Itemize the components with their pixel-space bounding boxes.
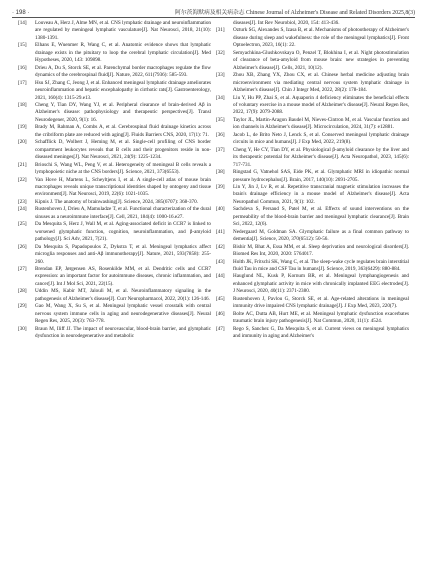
reference-entry — [18, 65, 211, 80]
reference-number: [21] — [18, 161, 27, 168]
reference-text: Brady M, Rahman A, Combs A, et al. Cerebrospinal fluid drainage kinetics across the cribriform plate are reduced with aging[J]. Fluids Barriers CNS, 2020, 17(1): 71. — [35, 124, 211, 138]
reference-text: Taylor JL, Martin-Aragon Baudel M, Nieves-Cintron M, et al. Vascular function and ion channels in Alzheimer's disease[J]. Microcirculation, 2024, 31(7): e12881. — [233, 116, 409, 131]
reference-number: [44] — [216, 273, 225, 280]
reference-number: [25] — [18, 221, 27, 228]
reference-entry — [18, 206, 211, 221]
reference-number: [28] — [18, 288, 27, 295]
reference-entry — [18, 102, 211, 124]
reference-number: [17] — [18, 79, 27, 86]
reference-number: [34] — [216, 94, 225, 101]
reference-entry — [18, 303, 211, 325]
reference-number: [23] — [18, 198, 27, 205]
reference-text: Sachdeva S, Persaud S, Patel M, et al. Effects of sound interventions on the permeability of the blood-brain barrier and meningeal lymphatic clearance[J]. Brain Sci, 2022, 12(6). — [233, 206, 409, 228]
reference-entry — [18, 221, 211, 243]
reference-entry — [18, 20, 211, 42]
reference-text: Brioschi S, Wang WL, Peng V, et al. Heterogeneity of meningeal B cells reveals a lymphopoietic niche at the CNS borders[J]. Science, 2021, 373(6553). — [35, 161, 211, 176]
reference-entry — [216, 50, 409, 72]
reference-number: [18] — [18, 101, 27, 108]
reference-text: Ozturk SG, Alexandes S, Izasa B, et al. Mechanisms of photootherapy of Alzheimer's disease during sleep and wakefulness: the role of the meningeal lymphatics[J]. Front Optoelectron, 2023, 16(1): 22. — [233, 27, 409, 49]
reference-entry — [18, 244, 211, 266]
reference-text: Nedergaard M, Goldman SA. Glymphatic failure as a final common pathway to dementia[J]. Science, 2020, 370(6512): 50-56. — [233, 228, 409, 243]
reference-text: Cheng Y, He CY, Tian DY, et al. Physiological β-amyloid clearance by the liver and its therapeutic potential for Alzheimer's disease[J]. Acta Neuropathol, 2023, 145(6): 717-731. — [233, 146, 409, 168]
reference-entry — [216, 311, 409, 326]
reference-number: [27] — [18, 265, 27, 272]
reference-text: Rego S, Sanchez G, Da Mesquita S, et al. Current views on meningeal lymphatics and immunity in aging and Alzheimer's — [233, 325, 409, 340]
reference-text: Da Mesquita S, Herz J, Wall M, et al. Aging-associated deficit in CCR7 is linked to worsened glymphatic function, cognition, neuroinflammation, and β-amyloid pathology[J]. Sci Adv, 2021, 7(21). — [35, 221, 211, 243]
reference-text: Bolte AC, Dutta AB, Hurt ME, et al. Meningeal lymphatic dysfunction exacerbates traumatic brain injury pathogenesis[J]. Nat Commun, 2020, 11(1): 4524. — [233, 310, 409, 325]
reference-text: Lin Y, Jin J, Lv R, et al. Repetitive transcranial magnetic stimulation increases the brain's drainage efficiency in a mouse model of Alzheimer's disease[J]. Acta Neuropathol Commun, 2021, 9(1): 102. — [233, 183, 409, 205]
reference-number: [47] — [216, 325, 225, 332]
reference-text: Kipnis J. The anatomy of brainwashing[J]. Science, 2024, 385(6707): 368-370. — [35, 198, 198, 205]
reference-entry — [18, 288, 211, 303]
reference-entry — [216, 244, 409, 259]
reference-entry — [18, 139, 211, 161]
references-right-column — [216, 20, 409, 572]
reference-text: Bishir M, Bhat A, Essa MM, et al. Sleep deprivation and neurological disorders[J]. Biomed Res Int, 2020, 2020: 5764017. — [233, 243, 409, 258]
reference-entry — [18, 266, 211, 288]
reference-entry — [18, 124, 211, 139]
reference-entry — [216, 229, 409, 244]
reference-entry — [216, 273, 409, 295]
reference-entry — [216, 206, 409, 228]
page-number: · 198 · — [12, 10, 30, 16]
reference-entry — [216, 147, 409, 169]
reference-entry — [18, 326, 211, 341]
reference-text: Liu Y, Hu PP, Zhai S, et al. Aquaporin 4 deficiency eliminates the beneficial effects of voluntary exercise in a mouse model of Alzheimer's disease[J]. Neural Regen Res, 2022, 17(9): 2079-2088. — [233, 94, 409, 116]
reference-text: Gao M, Wang X, Su S, et al. Meningeal lymphatic vessel crosstalk with central nervous system immune cells in aging and neurodegenerative diseases[J]. Neural Regen Res, 2025, 20(3): 763-778. — [35, 303, 211, 325]
reference-text: Ringstad G, Vatnehol SAS, Eide PK, et al. Glymphatic MRI in idiopathic normal pressure hydrocephalus[J]. Brain, 2017, 140(10): 2691-2705. — [233, 169, 409, 183]
reference-number: [36] — [216, 131, 225, 138]
reference-text: Cheng Y, Tian DY, Wang YJ, et al. Peripheral clearance of brain-derived Aβ in Alzheimer's disease: pathophysiology and therapeutic perspectives[J]. Transl Neurodegener, 2020, 9(1): 16. — [35, 101, 211, 123]
reference-entry — [18, 42, 211, 64]
reference-text: Rustenhoven J, Drieu A, Mamuladze T, et al. Functional characterization of the dural sinuses as a neuroimmune interface[J]. Cell, 2021, 184(4): 1000-16.e27. — [35, 206, 211, 220]
reference-text: Brendan EP, Jørgensen AS, Rosenkilde MM, et al. Dendritic cells and CCR7 expression: an important factor for autoimmune diseases, chronic inflammation, and cancer[J]. Int J Mol Sci, 2021, 22(15). — [35, 265, 211, 287]
reference-number: [41] — [216, 228, 225, 235]
reference-number: [14] — [18, 20, 27, 26]
reference-text: Louveau A, Herz J, Alme MN, et al. CNS lymphatic drainage and neuroinflammation are regulated by meningeal lymphatic vasculature[J]. Nat Neurosci, 2018, 21(10): 1380-1391. — [35, 20, 211, 41]
reference-number: [24] — [18, 206, 27, 213]
reference-entry — [216, 95, 409, 117]
reference-entry — [216, 259, 409, 274]
reference-number: [43] — [216, 258, 225, 265]
reference-entry — [216, 169, 409, 184]
reference-entry — [216, 117, 409, 132]
journal-title: 阿尔茨海默病及相关病杂志 Chinese Journal of Alzheimer's Disease and Related Disorders 2025,8(3) — [175, 10, 415, 16]
reference-text: Da Mesquita S, Papadopoulos Z, Dykstra T, et al. Meningeal lymphatics affect microglia responses and anti-Aβ immunotherapy[J]. Nature, 2021, 593(7858): 255-260. — [35, 243, 211, 265]
reference-text: Uddin MS, Kabir MT, Jalouli M, et al. Neuroinflammatory signaling in the pathogenesis of Alzheimer's disease[J]. Curr Neuropharmacol, 2022, 20(1): 126-146. — [35, 288, 211, 302]
reference-number: [42] — [216, 243, 225, 250]
reference-number: [46] — [216, 310, 225, 317]
reference-entry — [216, 296, 409, 311]
reference-number: [16] — [18, 64, 27, 71]
reference-number: [33] — [216, 72, 225, 79]
reference-text: Drieu A, Du S, Storck SE, et al. Parenchymal border macrophages regulate the flow dynamics of the cerebrospinal fluid[J]. Nature, 2022, 611(7936): 585-593. — [35, 64, 211, 79]
reference-number: [38] — [216, 169, 225, 176]
running-header — [12, 4, 415, 16]
reference-entry — [216, 326, 409, 341]
reference-entry — [18, 177, 211, 199]
reference-number: [22] — [18, 176, 27, 183]
reference-text: Zhou XB, Zhang YX, Zhou CX, et al. Chinese herbal medicine adjusting brain microenvironment via mediating central nervous system lymphatic drainage in Alzheimer's disease[J]. Chin J Integr Med, 2022, 28(2): 178-184. — [233, 72, 409, 94]
reference-text: Braun M, Iliff JJ. The impact of neurovascular, blood-brain barrier, and glymphatic dysfunction in neurodegenerative and metabolic — [35, 325, 211, 340]
reference-text: Schafflick D, Wolbert J, Heming M, et al. Single-cell profiling of CNS border compartment leukocytes reveals that B cells and their progenitors reside in non-diseased meninges[J]. Nat Neurosci, 2021, 24(9): 1225-1234. — [35, 139, 211, 161]
reference-number: [19] — [18, 124, 27, 131]
reference-number: [20] — [18, 139, 27, 146]
reference-text: Rustenhoven J, Pavlou G, Storck SE, et al. Age-related alterations in meningeal immunity drive impaired CNS lymphatic drainage[J]. J Exp Med, 2023, 220(7). — [233, 295, 409, 310]
header-rule — [12, 17, 415, 18]
reference-text: Elhans E, Wuenmer R, Wang C, et al. Anatomic evidence shows that lymphatic drainage exists in the pituitary to loop the cerebral lymphatic circulation[J]. Med Hypotheses, 2020, 143: 109898. — [35, 42, 211, 64]
reference-text: Semyachkina-Glushkovskaya O, Penzel T, Blokhina I, et al. Night photostimulation of clearance of beta-amyloid from mouse brain: new strategies in preventing Alzheimer's disease[J]. Cells, 2021, 10(12). — [233, 49, 409, 71]
reference-number: [45] — [216, 295, 225, 302]
reference-text: Hauglund NL, Kusk P, Kornum BR, et al. Meningeal lymphangiogenesis and enhanced glymphatic activity in mice with chronically implanted EEG electrodes[J]. J Neurosci, 2020, 40(11): 2371-2380. — [233, 273, 409, 295]
reference-number: [26] — [18, 243, 27, 250]
reference-number: [40] — [216, 206, 225, 213]
reference-text: Van Hove H, Martens L, Scheyltjens I, et al. A single-cell atlas of mouse brain macrophages reveals unique transcriptional identities shaped by ontogeny and tissue environment[J]. Nat Neurosci, 2019, 22(6): 1021-1035. — [35, 176, 211, 198]
reference-text: Holth JK, Fritschi SK, Wang C, et al. The sleep-wake cycle regulates brain interstitial fluid Tau in mice and CSF Tau in humans[J]. Science, 2019, 363(6429): 880-884. — [233, 258, 409, 272]
reference-text: diseases[J]. Int Rev Neurobiol, 2020, 154: 413-436. — [233, 20, 340, 26]
reference-entry — [216, 184, 409, 206]
reference-entry — [18, 162, 211, 177]
reference-number: [29] — [18, 303, 27, 310]
reference-number: [39] — [216, 183, 225, 190]
reference-entry — [18, 80, 211, 102]
reference-number: [32] — [216, 49, 225, 56]
reference-entry — [216, 72, 409, 94]
reference-number: [30] — [18, 325, 27, 332]
reference-number: [15] — [18, 42, 27, 49]
reference-entry — [216, 27, 409, 49]
reference-number: [31] — [216, 27, 225, 34]
references-left-column — [18, 20, 211, 572]
reference-text: Hsu SJ, Zhang C, Jeong J, et al. Enhanced meningeal lymphatic drainage ameliorates neuroinflammation and hepatic encephalopathy in cirrhotic rats[J]. Gastroenterology, 2021, 160(4): 1315-29.e13. — [35, 79, 211, 101]
reference-text: Jacob L, de Brito Neto J, Lenck S, et al. Conserved meningeal lymphatic drainage circuits in mice and humans[J]. J Exp Med, 2022, 219(8). — [233, 131, 409, 146]
reference-number: [35] — [216, 116, 225, 123]
reference-entry — [216, 132, 409, 147]
reference-number: [37] — [216, 146, 225, 153]
